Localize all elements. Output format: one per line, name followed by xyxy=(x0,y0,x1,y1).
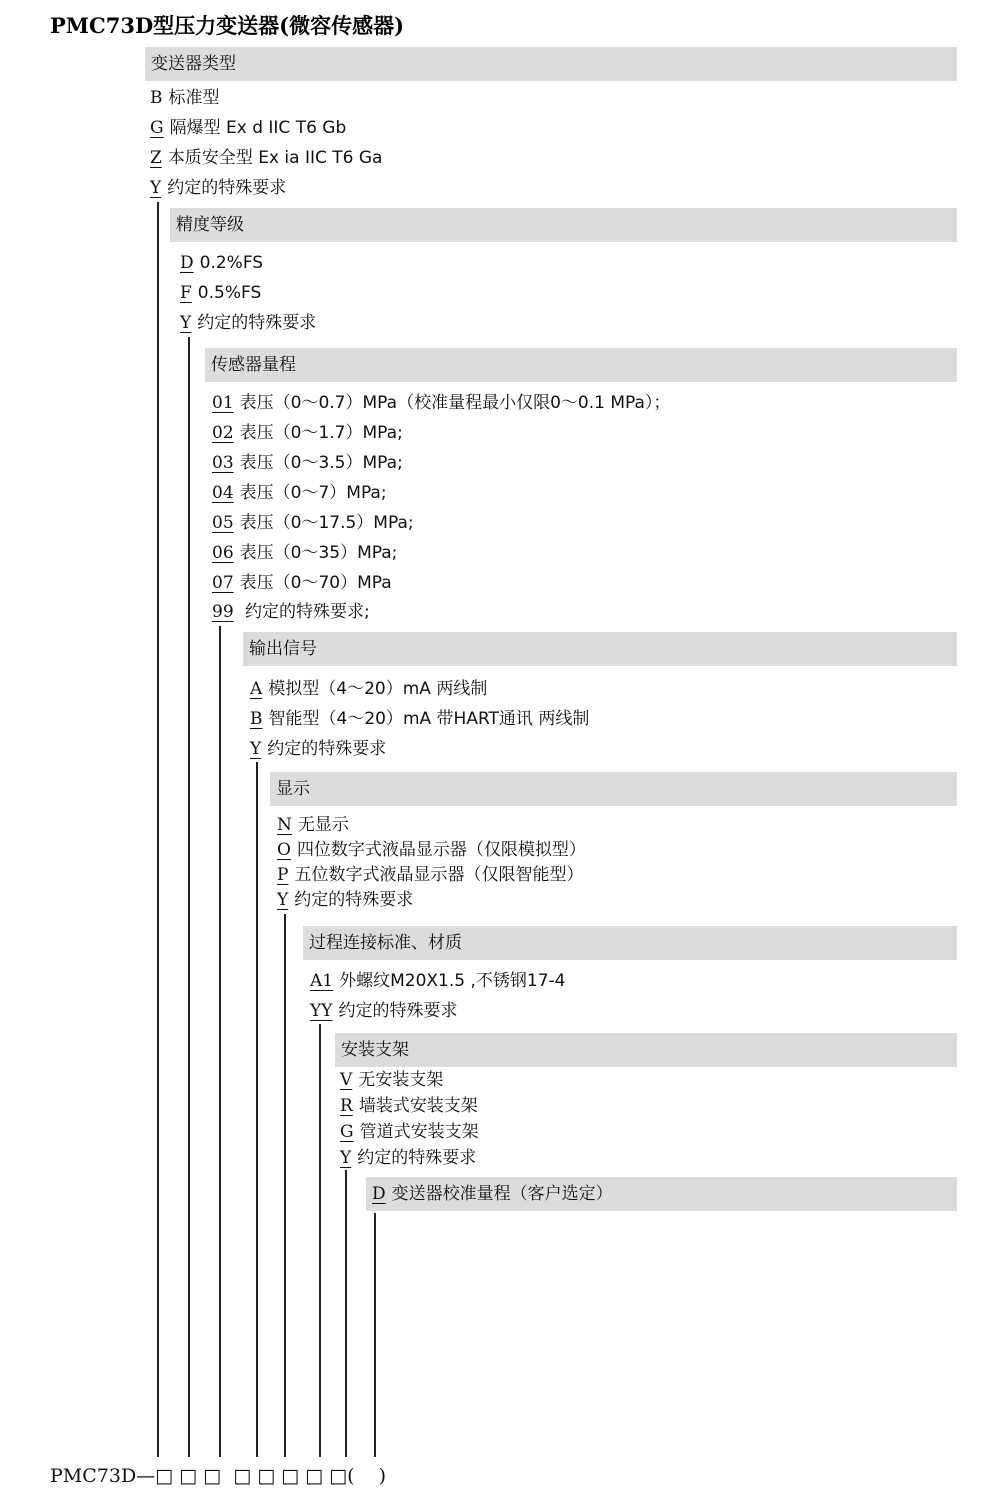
option-row xyxy=(212,571,392,595)
section-header-text: 变送器校准量程（客户选定） xyxy=(391,1184,613,1204)
option-desc: 约定的特殊要求 xyxy=(338,1001,458,1021)
option-code: D xyxy=(180,253,194,273)
option-desc: 表压（0～3.5）MPa; xyxy=(239,453,403,473)
option-row xyxy=(180,251,263,275)
option-code: Y xyxy=(250,739,262,759)
section-header-accuracy: 精度等级 xyxy=(170,208,957,242)
section-header-transmitter-type: 变送器类型 xyxy=(145,47,957,81)
option-row xyxy=(340,1120,479,1144)
option-code: G xyxy=(150,118,164,138)
option-row xyxy=(250,707,589,731)
option-desc: 标准型 xyxy=(168,88,220,108)
option-code: P xyxy=(277,865,289,885)
option-desc: 表压（0～7）MPa; xyxy=(239,483,387,503)
option-code: 03 xyxy=(212,453,234,473)
option-code: B xyxy=(150,88,163,108)
option-row xyxy=(212,541,397,565)
option-row xyxy=(250,677,487,701)
option-code: B xyxy=(250,709,263,729)
option-desc: 约定的特殊要求 xyxy=(167,178,287,198)
option-code: 07 xyxy=(212,573,234,593)
option-row xyxy=(277,838,586,862)
section-header-calibration-range xyxy=(366,1177,957,1211)
option-code: R xyxy=(340,1096,353,1116)
option-code: 02 xyxy=(212,423,234,443)
option-code: Y xyxy=(180,313,192,333)
option-row xyxy=(212,600,370,624)
option-desc: 0.5%FS xyxy=(197,283,262,303)
option-row xyxy=(340,1068,443,1092)
option-row xyxy=(250,737,386,761)
option-row xyxy=(212,391,670,415)
option-code: 01 xyxy=(212,393,234,413)
option-code: F xyxy=(180,283,192,303)
option-row xyxy=(212,451,403,475)
option-row xyxy=(150,116,346,140)
option-code: Z xyxy=(150,148,162,168)
page-title: PMC73D型压力变送器(微容传感器) xyxy=(50,13,405,38)
option-desc: 无显示 xyxy=(297,815,349,835)
option-row xyxy=(310,999,457,1023)
option-code: YY xyxy=(310,1001,333,1021)
option-desc: 表压（0～70）MPa xyxy=(239,573,392,593)
option-desc: 表压（0～17.5）MPa; xyxy=(239,513,414,533)
option-row xyxy=(277,813,349,837)
option-desc: 约定的特殊要求 xyxy=(294,890,414,910)
connector-line xyxy=(345,1170,347,1457)
option-code: A1 xyxy=(310,971,334,991)
section-header-mounting-bracket: 安装支架 xyxy=(335,1033,957,1067)
option-code: O xyxy=(277,840,291,860)
option-desc: 智能型（4～20）mA 带HART通讯 两线制 xyxy=(268,709,590,729)
option-row xyxy=(340,1146,476,1170)
option-desc: 五位数字式液晶显示器（仅限智能型） xyxy=(294,865,584,885)
connector-line xyxy=(374,1213,376,1457)
section-header-display: 显示 xyxy=(270,772,957,806)
option-row xyxy=(212,511,414,535)
option-row xyxy=(212,421,403,445)
option-code: D xyxy=(372,1184,386,1204)
connector-line xyxy=(256,762,258,1457)
option-desc: 表压（0～0.7）MPa（校准量程最小仅限0～0.1 MPa）； xyxy=(239,393,671,413)
option-desc: 管道式安装支架 xyxy=(359,1122,479,1142)
option-row xyxy=(310,969,565,993)
option-desc: 隔爆型 Ex d IIC T6 Gb xyxy=(169,118,347,138)
model-code-template: PMC73D—□ □ □ □ □ □ □ □( ) xyxy=(50,1465,387,1487)
option-row xyxy=(180,281,261,305)
option-code: N xyxy=(277,815,292,835)
option-row xyxy=(277,863,583,887)
section-header-output-signal: 输出信号 xyxy=(243,632,957,666)
option-row xyxy=(180,311,316,335)
section-header-process-connection: 过程连接标准、材质 xyxy=(303,926,957,960)
option-code: A xyxy=(250,679,263,699)
option-desc: 模拟型（4～20）mA 两线制 xyxy=(268,679,488,699)
option-code: 99 xyxy=(212,602,234,622)
option-desc: 墙装式安装支架 xyxy=(358,1096,478,1116)
option-desc: 表压（0～1.7）MPa; xyxy=(239,423,403,443)
option-desc: 0.2%FS xyxy=(199,253,264,273)
option-desc: 本质安全型 Ex ia IIC T6 Ga xyxy=(167,148,383,168)
option-desc: 约定的特殊要求 xyxy=(357,1148,477,1168)
connector-line xyxy=(319,1024,321,1457)
section-header-sensor-range: 传感器量程 xyxy=(205,348,957,382)
option-code: G xyxy=(340,1122,354,1142)
connector-line xyxy=(284,914,286,1457)
option-desc: 外螺纹M20X1.5 ,不锈钢17-4 xyxy=(339,971,566,991)
option-row xyxy=(212,481,387,505)
option-desc: 约定的特殊要求; xyxy=(239,602,370,622)
connector-line xyxy=(188,337,190,1457)
option-desc: 四位数字式液晶显示器（仅限模拟型） xyxy=(296,840,586,860)
option-code: 06 xyxy=(212,543,234,563)
option-code: Y xyxy=(277,890,289,910)
option-desc: 约定的特殊要求 xyxy=(267,739,387,759)
connector-line xyxy=(157,202,159,1457)
option-row xyxy=(150,146,382,170)
option-code: 04 xyxy=(212,483,234,503)
option-row xyxy=(340,1094,478,1118)
option-desc: 表压（0～35）MPa; xyxy=(239,543,398,563)
option-row xyxy=(150,176,286,200)
option-desc: 约定的特殊要求 xyxy=(197,313,317,333)
option-code: V xyxy=(340,1070,353,1090)
option-row xyxy=(277,888,413,912)
option-desc: 无安装支架 xyxy=(358,1070,444,1090)
connector-line xyxy=(219,626,221,1457)
option-code: Y xyxy=(340,1148,352,1168)
option-code: Y xyxy=(150,178,162,198)
option-row xyxy=(150,86,220,110)
option-code: 05 xyxy=(212,513,234,533)
